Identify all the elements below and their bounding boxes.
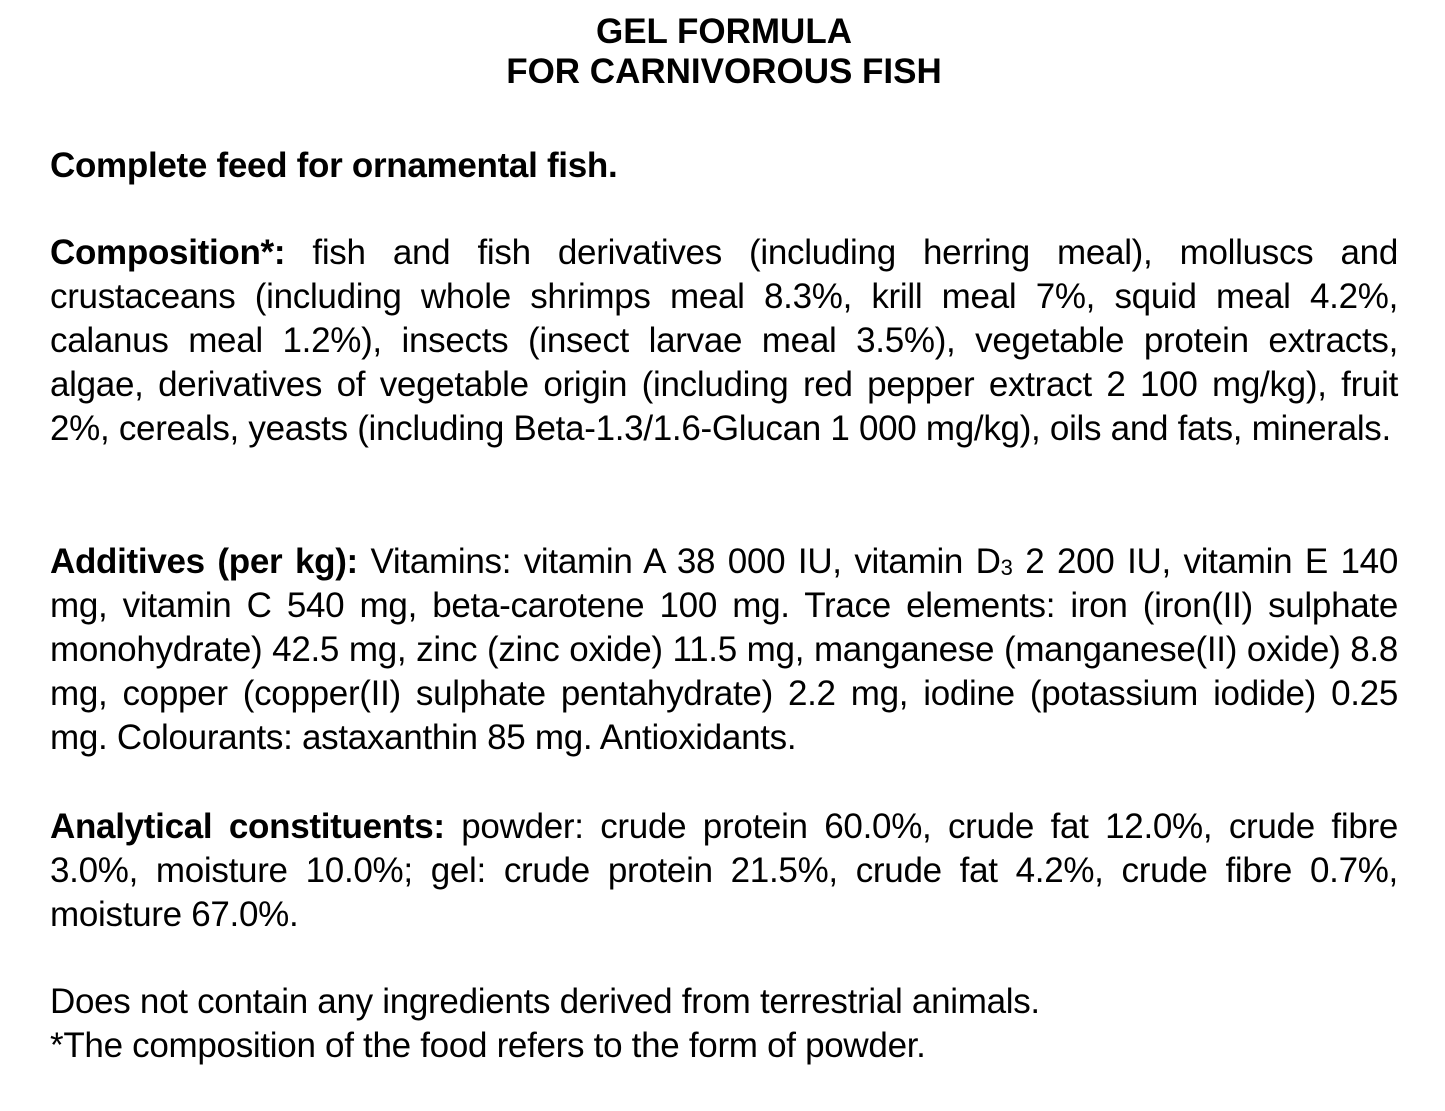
composition-paragraph: [50, 231, 1398, 451]
additives-text-part1: Vitamins: vitamin A 38 000 IU, vitamin D: [357, 542, 1001, 581]
analytical-label: Analytical constituents:: [50, 807, 445, 846]
page-title: [50, 12, 1398, 92]
intro-statement: Complete feed for ornamental fish.: [50, 146, 618, 185]
note-terrestrial-animals: Does not contain any ingredients derived from terrestrial animals.: [50, 982, 1040, 1021]
note-composition-powder: *The composition of the food refers to the form of powder.: [50, 1026, 926, 1065]
composition-label: Composition*:: [50, 233, 286, 272]
title-line-2: FOR CARNIVOROUS FISH: [506, 52, 942, 91]
additives-paragraph: [50, 540, 1398, 760]
vitamin-d-subscript: 3: [1000, 555, 1013, 580]
additives-text-part2: 2 200 IU, vitamin E 140 mg, vitamin C 540 mg, beta-carotene 100 mg. Trace elements: iron (iron(II) sulphate monohydrate) 42.5 mg, zinc (zinc oxide) 11.5 mg, manganese (manganese(II) oxide) 8.8 mg, copper (copper(II) sulphate pentahydrate) 2.2 mg, iodine (potassium iodide) 0.25 mg. Colourants: astaxanthin 85 mg. Antioxidants.: [50, 542, 1399, 757]
title-line-1: GEL FORMULA: [595, 12, 852, 51]
notes-paragraph: [50, 980, 1398, 1068]
analytical-text: powder: crude protein 60.0%, crude fat 12.0%, crude fibre 3.0%, moisture 10.0%; gel: crude protein 21.5%, crude fat 4.2%, crude fibre 0.7%, moisture 67.0%.: [50, 807, 1399, 934]
analytical-constituents-paragraph: [50, 805, 1398, 937]
additives-label: Additives (per kg):: [50, 542, 358, 581]
composition-text: fish and fish derivatives (including herring meal), molluscs and crustaceans (including whole shrimps meal 8.3%, krill meal 7%, squid meal 4.2%, calanus meal 1.2%), insects (insect larvae meal 3.5%), vegetable protein extracts, algae, derivatives of vegetable origin (including red pepper extract 2 100 mg/kg), fruit 2%, cereals, yeasts (including Beta-1.3/1.6-Glucan 1 000 mg/kg), oils and fats, minerals.: [50, 233, 1398, 448]
